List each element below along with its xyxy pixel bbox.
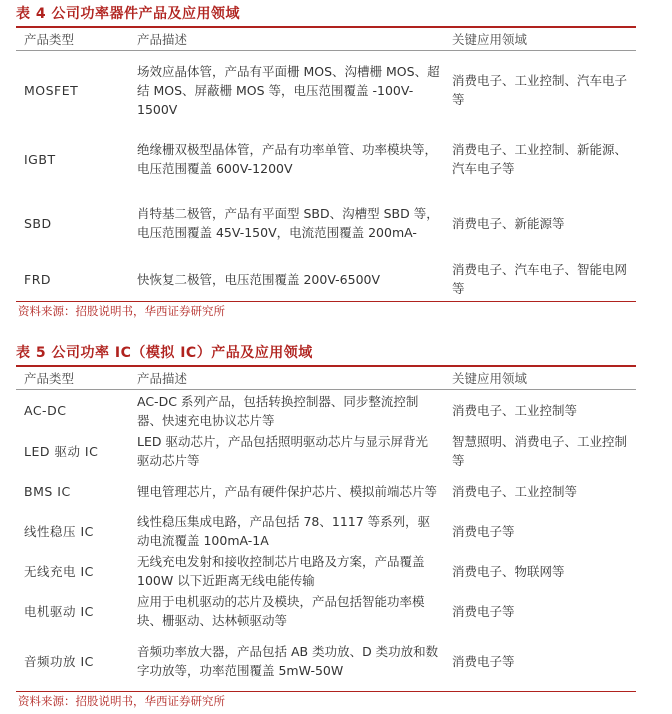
cell-product-type: 音频功放 IC [24,653,94,669]
cell-product-desc: 肖特基二极管，产品有平面型 SBD、沟槽型 SBD 等，电压范围覆盖 45V-150V，电流范围覆盖 200mA- [137,206,439,240]
cell-application: 智慧照明、消费电子、工业控制等 [452,434,628,468]
table-row [16,631,636,691]
cell-application: 消费电子等 [452,653,515,669]
cell-product-desc: 音频功率放大器，产品包括 AB 类功放、D 类功放和数字功放等，功率范围覆盖 5mW-50W [137,644,439,678]
cell-application: 消费电子、汽车电子、智能电网等 [452,262,628,296]
cell-application: 消费电子、工业控制等 [452,403,578,418]
header-product-desc: 产品描述 [137,32,188,47]
header-product-type: 产品类型 [24,371,75,386]
header-application: 关键应用领域 [452,32,528,47]
source-note: 资料来源：招股说明书，华西证券研究所 [18,304,225,318]
cell-product-type: IGBT [24,151,56,167]
table-row [16,51,636,129]
source-note: 资料来源：招股说明书，华西证券研究所 [18,694,225,708]
cell-application: 消费电子、工业控制等 [452,483,578,499]
table-row [16,431,636,471]
table-row [16,591,636,631]
cell-product-type: FRD [24,271,52,287]
table-row [16,189,636,257]
table-caption: 表 5 公司功率 IC（模拟 IC）产品及应用领域 [16,341,636,367]
cell-application: 消费电子、新能源等 [452,215,565,231]
power-ic-table [16,341,636,710]
cell-product-desc: 无线充电发射和接收控制芯片电路及方案，产品覆盖 100W 以下近距离无线电能传输 [137,554,425,588]
table-row [16,257,636,301]
cell-product-type: 电机驱动 IC [24,603,94,619]
table-header-row [16,367,636,390]
cell-product-desc: 线性稳压集成电路，产品包括 78、1117 等系列，驱动电流覆盖 100mA-1A [137,514,431,548]
cell-application: 消费电子等 [452,523,515,539]
cell-product-desc: 应用于电机驱动的芯片及模块，产品包括智能功率模块、栅驱动、达林顿驱动等 [137,594,425,628]
table-row [16,511,636,551]
cell-product-type: 无线充电 IC [24,563,94,579]
cell-product-type: 线性稳压 IC [24,523,94,539]
table-caption: 表 4 公司功率器件产品及应用领域 [16,2,636,28]
table-row [16,471,636,511]
cell-product-type: BMS IC [24,483,71,499]
power-device-table [16,2,636,320]
cell-product-desc: LED 驱动芯片，产品包括照明驱动芯片与显示屏背光驱动芯片等 [137,434,428,468]
header-product-type: 产品类型 [24,32,75,47]
table-header-row [16,28,636,51]
cell-product-desc: 锂电管理芯片，产品有硬件保护芯片、模拟前端芯片等 [137,483,438,499]
cell-product-type: MOSFET [24,82,79,98]
cell-application: 消费电子、工业控制、新能源、汽车电子等 [452,142,628,176]
cell-product-type: SBD [24,215,52,231]
header-application: 关键应用领域 [452,371,528,386]
cell-product-desc: AC-DC 系列产品，包括转换控制器、同步整流控制器、快速充电协议芯片等 [137,393,419,428]
header-product-desc: 产品描述 [137,371,188,386]
cell-application: 消费电子、物联网等 [452,563,565,579]
cell-product-desc: 绝缘栅双极型晶体管，产品有功率单管、功率模块等，电压范围覆盖 600V-1200V [137,142,438,176]
table-row [16,390,636,431]
cell-product-type: LED 驱动 IC [24,443,99,459]
table-row [16,551,636,591]
table-row [16,129,636,189]
cell-application: 消费电子等 [452,603,515,619]
cell-product-desc: 快恢复二极管，电压范围覆盖 200V-6500V [137,271,381,287]
cell-application: 消费电子、工业控制、汽车电子等 [452,73,628,107]
cell-product-type: AC-DC [24,403,67,418]
cell-product-desc: 场效应晶体管，产品有平面栅 MOS、沟槽栅 MOS、超结 MOS、屏蔽栅 MOS 等，电压范围覆盖 -100V-1500V [137,63,440,117]
